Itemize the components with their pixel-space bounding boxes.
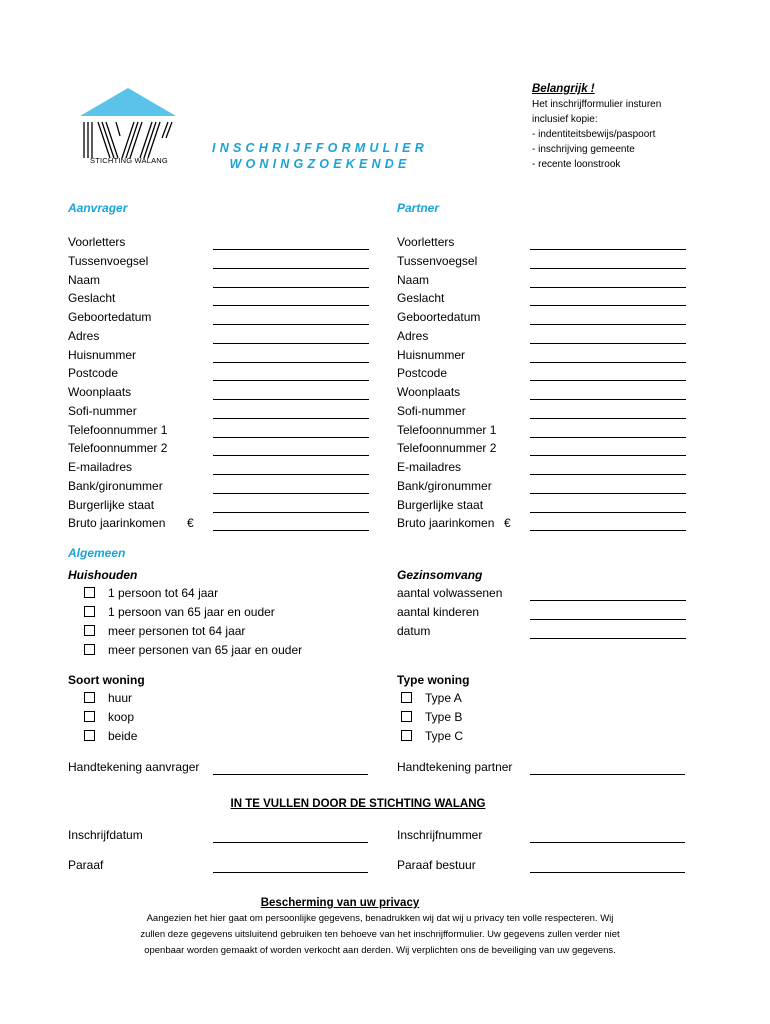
- form-title: [190, 140, 450, 172]
- family-field-input-line[interactable]: [530, 619, 686, 620]
- partner-field-label: Postcode: [397, 366, 448, 381]
- applicant-field-input-line[interactable]: [213, 474, 369, 475]
- household-checkbox[interactable]: [84, 644, 95, 655]
- partner-field-input-line[interactable]: [530, 512, 686, 513]
- housing-type-heading: Type woning: [397, 673, 470, 687]
- partner-field-label: Geslacht: [397, 291, 445, 306]
- partner-field-input-line[interactable]: [530, 362, 686, 363]
- partner-field-input-line[interactable]: [530, 268, 686, 269]
- partner-signature-label: Handtekening partner: [397, 760, 513, 774]
- applicant-field-input-line[interactable]: [213, 455, 369, 456]
- privacy-line: openbaar worden gemaakt of worden verkocht aan derden. Wij verplichten ons de beveiliging van uw gegevens.: [144, 945, 616, 956]
- partner-heading: Partner: [397, 201, 440, 215]
- applicant-heading: Aanvrager: [68, 201, 128, 215]
- applicant-field-input-line[interactable]: [213, 399, 369, 400]
- applicant-field-label: Sofi-nummer: [68, 403, 137, 418]
- applicant-field-input-line[interactable]: [213, 324, 369, 325]
- general-heading: Algemeen: [68, 546, 126, 560]
- applicant-field-input-line[interactable]: [213, 493, 369, 494]
- partner-field-input-line[interactable]: [530, 343, 686, 344]
- applicant-field-label: Woonplaats: [68, 385, 132, 399]
- applicant-field-label: Voorletters: [68, 235, 126, 249]
- applicant-field-label: E-mailadres: [68, 460, 133, 474]
- initials-label: Paraaf: [68, 858, 104, 872]
- housing-type-option-label: Type C: [425, 729, 464, 743]
- partner-field-input-line[interactable]: [530, 324, 686, 325]
- applicant-field-input-line[interactable]: [213, 287, 369, 288]
- applicant-field-input-line[interactable]: [213, 512, 369, 513]
- registration-number-label: Inschrijfnummer: [397, 828, 483, 842]
- privacy-text: [100, 911, 660, 959]
- partner-field-input-line[interactable]: [530, 474, 686, 475]
- family-field-label: aantal kinderen: [397, 605, 480, 619]
- household-option-label: 1 persoon van 65 jaar en ouder: [108, 605, 275, 619]
- household-checkbox[interactable]: [84, 606, 95, 617]
- initials-board-line[interactable]: [530, 872, 685, 873]
- applicant-field-label: Bank/gironummer: [68, 478, 163, 493]
- household-option-label: meer personen van 65 jaar en ouder: [108, 643, 303, 657]
- housing-kind-checkbox[interactable]: [84, 711, 95, 722]
- partner-field-label: Burgerlijke staat: [397, 497, 484, 512]
- applicant-field-input-line[interactable]: [213, 249, 369, 250]
- partner-field-input-line[interactable]: [530, 493, 686, 494]
- partner-field-label: Naam: [397, 272, 430, 287]
- partner-field-input-line[interactable]: [530, 437, 686, 438]
- partner-field-input-line[interactable]: [530, 287, 686, 288]
- household-heading: Huishouden: [68, 568, 138, 582]
- housing-kind-option-label: huur: [108, 691, 133, 705]
- partner-field-label: Sofi-nummer: [397, 403, 466, 418]
- applicant-field-label: Telefoonnummer 1: [68, 422, 168, 437]
- important-notice: [532, 82, 661, 172]
- important-line: inclusief kopie:: [532, 114, 598, 125]
- important-line: - indentiteitsbewijs/paspoort: [532, 129, 656, 140]
- housing-type-option-label: Type B: [425, 710, 463, 724]
- partner-field-input-line[interactable]: [530, 418, 686, 419]
- partner-field-label: Geboortedatum: [397, 310, 481, 324]
- registration-date-line[interactable]: [213, 842, 368, 843]
- applicant-signature-line[interactable]: [213, 774, 368, 775]
- privacy-line: zullen deze gegevens uitsluitend gebruiken ten behoeve van het inschrijfformulier. Uw gegevens zullen verder niet: [140, 929, 620, 940]
- applicant-field-label: Bruto jaarinkomen: [68, 516, 166, 531]
- applicant-field-label: Burgerlijke staat: [68, 497, 155, 512]
- applicant-field-label: Telefoonnummer 2: [68, 441, 168, 456]
- partner-field-label: Woonplaats: [397, 385, 461, 399]
- applicant-field-input-line[interactable]: [213, 343, 369, 344]
- housing-kind-option-label: koop: [108, 710, 135, 724]
- initials-board-label: Paraaf bestuur: [397, 858, 476, 872]
- euro-sign: €: [187, 516, 194, 531]
- privacy-heading: Bescherming van uw privacy: [260, 897, 420, 909]
- partner-signature-line[interactable]: [530, 774, 685, 775]
- partner-field-input-line[interactable]: [530, 455, 686, 456]
- initials-line[interactable]: [213, 872, 368, 873]
- euro-sign: €: [504, 516, 511, 531]
- housing-type-checkbox[interactable]: [401, 711, 412, 722]
- applicant-field-input-line[interactable]: [213, 268, 369, 269]
- family-field-input-line[interactable]: [530, 638, 686, 639]
- family-field-input-line[interactable]: [530, 600, 686, 601]
- partner-field-label: Adres: [397, 328, 429, 343]
- partner-field-label: Telefoonnummer 2: [397, 441, 497, 456]
- applicant-field-label: Huisnummer: [68, 347, 137, 362]
- logo-text: STICHTING WALANG: [90, 156, 168, 165]
- important-heading: Belangrijk !: [532, 83, 595, 95]
- applicant-field-input-line[interactable]: [213, 305, 369, 306]
- household-checkbox[interactable]: [84, 587, 95, 598]
- applicant-field-label: Postcode: [68, 366, 119, 381]
- housing-type-checkbox[interactable]: [401, 692, 412, 703]
- partner-field-input-line[interactable]: [530, 249, 686, 250]
- partner-field-label: Huisnummer: [397, 347, 466, 362]
- registration-number-line[interactable]: [530, 842, 685, 843]
- applicant-field-input-line[interactable]: [213, 418, 369, 419]
- form-title-line1: INSCHRIJFFORMULIER: [212, 141, 428, 155]
- important-line: - recente loonstrook: [532, 159, 621, 170]
- applicant-field-label: Naam: [68, 272, 101, 287]
- important-line: - inschrijving gemeente: [532, 144, 635, 155]
- applicant-signature-label: Handtekening aanvrager: [68, 760, 200, 774]
- partner-field-label: Voorletters: [397, 235, 455, 249]
- applicant-field-input-line[interactable]: [213, 530, 369, 531]
- important-line: Het inschrijfformulier insturen: [532, 99, 662, 110]
- household-option-label: meer personen tot 64 jaar: [108, 624, 246, 638]
- partner-field-input-line[interactable]: [530, 380, 686, 381]
- family-field-label: datum: [397, 624, 431, 638]
- partner-field-label: E-mailadres: [397, 460, 462, 474]
- housing-kind-checkbox[interactable]: [84, 730, 95, 741]
- household-option-label: 1 persoon tot 64 jaar: [108, 586, 219, 600]
- partner-field-label: Bruto jaarinkomen: [397, 516, 495, 531]
- applicant-field-label: Tussenvoegsel: [68, 253, 149, 268]
- partner-field-input-line[interactable]: [530, 305, 686, 306]
- partner-field-label: Tussenvoegsel: [397, 253, 478, 268]
- housing-type-checkbox[interactable]: [401, 730, 412, 741]
- housing-kind-option-label: beide: [108, 729, 138, 743]
- family-field-label: aantal volwassenen: [397, 586, 503, 600]
- form-title-line2: WONINGZOEKENDE: [229, 157, 411, 171]
- partner-field-label: Bank/gironummer: [397, 478, 492, 493]
- applicant-field-label: Geboortedatum: [68, 310, 152, 324]
- applicant-field-label: Adres: [68, 328, 100, 343]
- partner-field-label: Telefoonnummer 1: [397, 422, 497, 437]
- applicant-field-label: Geslacht: [68, 291, 116, 306]
- housing-type-option-label: Type A: [425, 691, 462, 705]
- registration-date-label: Inschrijfdatum: [68, 828, 143, 842]
- office-heading: IN TE VULLEN DOOR DE STICHTING WALANG: [230, 798, 486, 810]
- housing-kind-heading: Soort woning: [68, 673, 145, 687]
- family-heading: Gezinsomvang: [397, 568, 483, 582]
- household-checkbox[interactable]: [84, 625, 95, 636]
- privacy-line: Aangezien het hier gaat om persoonlijke gegevens, benadrukken wij dat wij u privacy ten volle respecteren. Wij: [146, 913, 614, 924]
- partner-field-input-line[interactable]: [530, 399, 686, 400]
- partner-field-input-line[interactable]: [530, 530, 686, 531]
- housing-kind-checkbox[interactable]: [84, 692, 95, 703]
- applicant-field-input-line[interactable]: [213, 362, 369, 363]
- applicant-field-input-line[interactable]: [213, 380, 369, 381]
- applicant-field-input-line[interactable]: [213, 437, 369, 438]
